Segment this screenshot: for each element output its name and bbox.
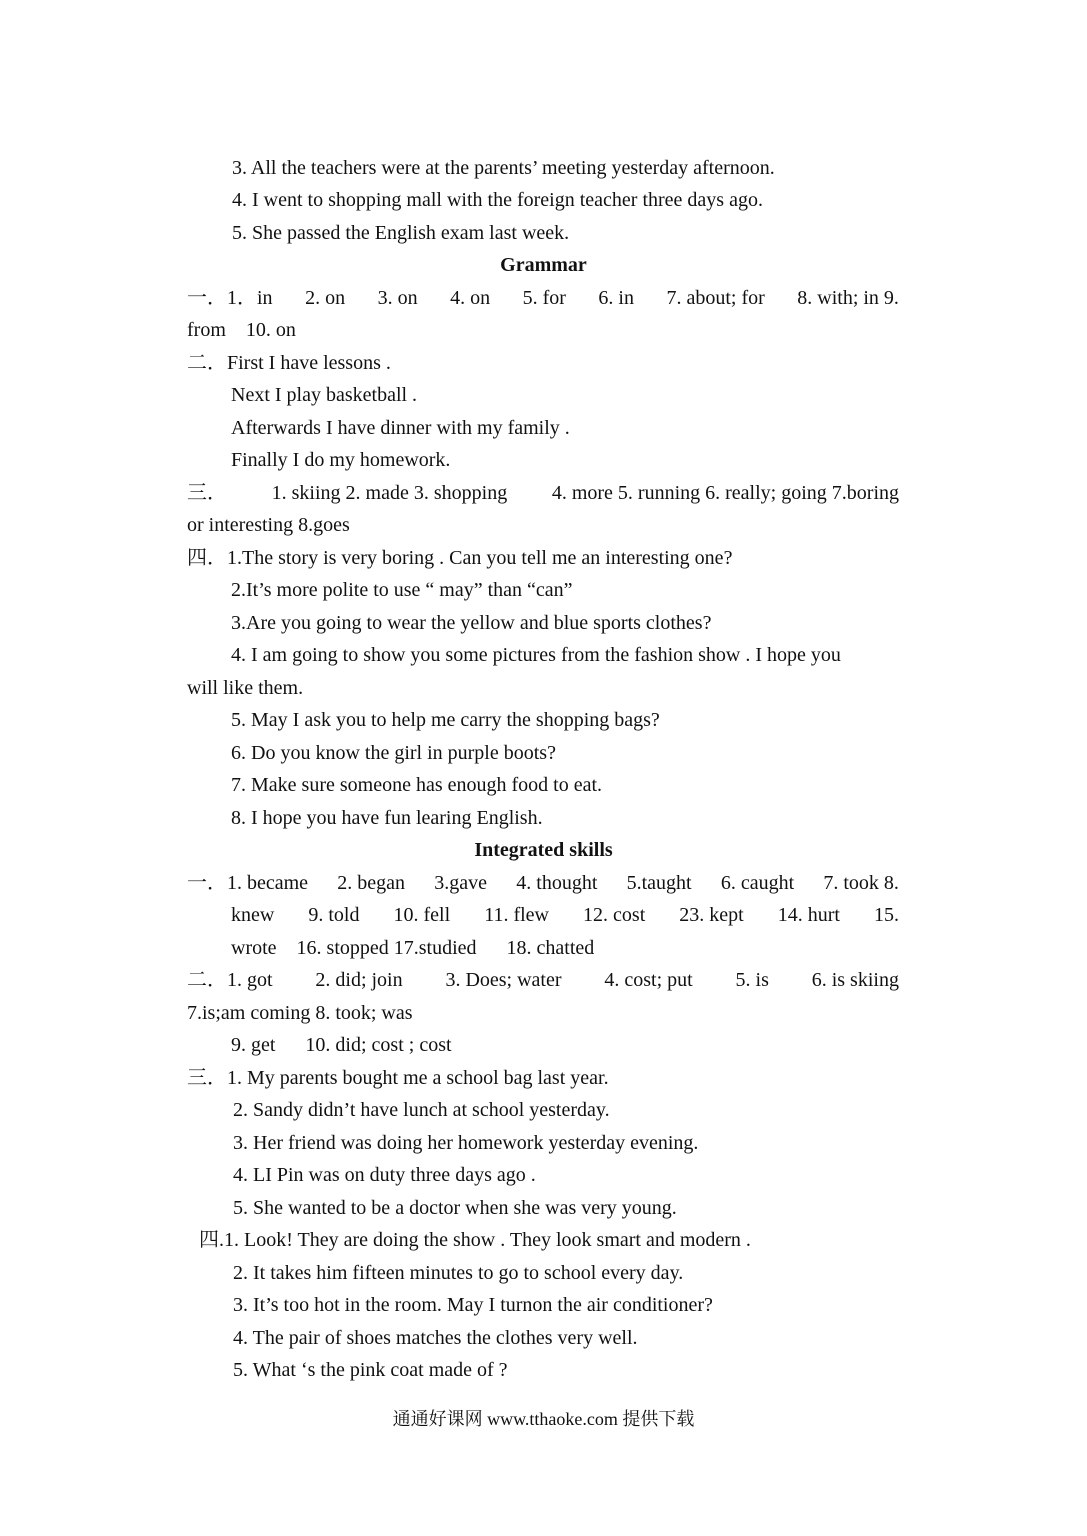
answer-item: 9. told bbox=[308, 904, 360, 926]
integrated-part1-row bbox=[231, 902, 899, 928]
answer-item: 7. took 8. bbox=[823, 872, 899, 894]
grammar-part3-row bbox=[187, 480, 899, 506]
answer-item: 2. began bbox=[337, 872, 406, 894]
answer-item: 5. is bbox=[735, 969, 769, 991]
answer-line: 7.is;am coming 8. took; was bbox=[187, 1002, 413, 1024]
answer-line: 4. LI Pin was on duty three days ago . bbox=[233, 1164, 536, 1186]
section-heading-integrated-skills: Integrated skills bbox=[474, 839, 613, 861]
grammar-part4-row bbox=[231, 642, 899, 668]
answer-item: 三． bbox=[187, 482, 227, 504]
answer-item: 二．1. got bbox=[187, 969, 273, 991]
page-footer: 通通好课网 www.tthaoke.com 提供下载 bbox=[392, 1409, 695, 1429]
answer-item: 5.taught bbox=[626, 872, 692, 894]
answer-item: 4. more 5. running 6. really; going 7.boring bbox=[551, 482, 899, 504]
answer-item: 4. thought bbox=[516, 872, 598, 894]
integrated-part2-row bbox=[187, 967, 899, 993]
answer-item: 11. flew bbox=[484, 904, 549, 926]
answer-line: 8. I hope you have fun learing English. bbox=[231, 807, 543, 829]
answer-line: 5. She passed the English exam last week. bbox=[232, 222, 570, 244]
answer-line: 5. What ‘s the pink coat made of ? bbox=[233, 1359, 508, 1381]
answer-item: 4. on bbox=[450, 287, 491, 309]
answer-item: 4. cost; put bbox=[604, 969, 693, 991]
answer-item: 15. bbox=[874, 904, 899, 926]
answer-line: 5. May I ask you to help me carry the shopping bags? bbox=[231, 709, 660, 731]
answer-line: 9. get 10. did; cost ; cost bbox=[231, 1034, 452, 1056]
answer-item: 14. hurt bbox=[777, 904, 840, 926]
answer-line: 4. The pair of shoes matches the clothes very well. bbox=[233, 1327, 638, 1349]
integrated-part1-row bbox=[187, 870, 899, 896]
answer-line: 3. It’s too hot in the room. May I turnon the air conditioner? bbox=[233, 1294, 713, 1316]
answer-item: 1. skiing 2. made 3. shopping bbox=[271, 482, 508, 504]
answer-line: or interesting 8.goes bbox=[187, 514, 350, 536]
answer-line: Next I play basketball . bbox=[231, 384, 418, 406]
answer-line: 2. It takes him fifteen minutes to go to school every day. bbox=[233, 1262, 684, 1284]
answer-line: 3. Her friend was doing her homework yesterday evening. bbox=[233, 1132, 699, 1154]
answer-item: 3. Does; water bbox=[445, 969, 562, 991]
answer-line: 7. Make sure someone has enough food to eat. bbox=[231, 774, 603, 796]
answer-line: 2. Sandy didn’t have lunch at school yesterday. bbox=[233, 1099, 610, 1121]
answer-line: 5. She wanted to be a doctor when she was very young. bbox=[233, 1197, 677, 1219]
answer-line: 6. Do you know the girl in purple boots? bbox=[231, 742, 556, 764]
answer-item: 6. is skiing bbox=[811, 969, 899, 991]
answer-item: 8. with; in 9. bbox=[797, 287, 899, 309]
answer-item: 一．1．in bbox=[187, 287, 273, 309]
answer-line: Finally I do my homework. bbox=[231, 449, 451, 471]
answer-item: 6. in bbox=[598, 287, 634, 309]
answer-item: 5. for bbox=[522, 287, 566, 309]
section-heading-grammar: Grammar bbox=[500, 254, 587, 276]
answer-item: 23. kept bbox=[679, 904, 744, 926]
answer-item: knew bbox=[231, 904, 275, 926]
answer-item: 4. I am going to show you some pictures from the fashion show . I hope you bbox=[231, 644, 841, 666]
answer-line: wrote 16. stopped 17.studied 18. chatted bbox=[231, 937, 595, 959]
answer-item: 7. about; for bbox=[666, 287, 765, 309]
answer-line: 二．First I have lessons . bbox=[187, 352, 391, 374]
answer-line: 3.Are you going to wear the yellow and blue sports clothes? bbox=[231, 612, 712, 634]
answer-item: 2. did; join bbox=[315, 969, 403, 991]
answer-item: 3.gave bbox=[434, 872, 488, 894]
answer-item: 3. on bbox=[377, 287, 418, 309]
answer-line: will like them. bbox=[187, 677, 304, 699]
answer-line: 2.It’s more polite to use “ may” than “can” bbox=[231, 579, 573, 601]
answer-item: 2. on bbox=[305, 287, 346, 309]
answer-line: 四.1. Look! They are doing the show . They look smart and modern . bbox=[199, 1229, 751, 1251]
answer-item: 10. fell bbox=[393, 904, 451, 926]
answer-item: 6. caught bbox=[720, 872, 795, 894]
answer-line: 4. I went to shopping mall with the foreign teacher three days ago. bbox=[232, 189, 763, 211]
answer-item: 一．1. became bbox=[187, 872, 309, 894]
answer-line: from 10. on bbox=[187, 319, 296, 341]
answer-line: 三．1. My parents bought me a school bag last year. bbox=[187, 1067, 609, 1089]
answer-line: 3. All the teachers were at the parents’ meeting yesterday afternoon. bbox=[232, 157, 775, 179]
answer-line: Afterwards I have dinner with my family . bbox=[231, 417, 570, 439]
answer-item: 12. cost bbox=[583, 904, 646, 926]
answer-line: 四．1.The story is very boring . Can you tell me an interesting one? bbox=[187, 547, 733, 569]
grammar-part1-row bbox=[187, 285, 899, 311]
